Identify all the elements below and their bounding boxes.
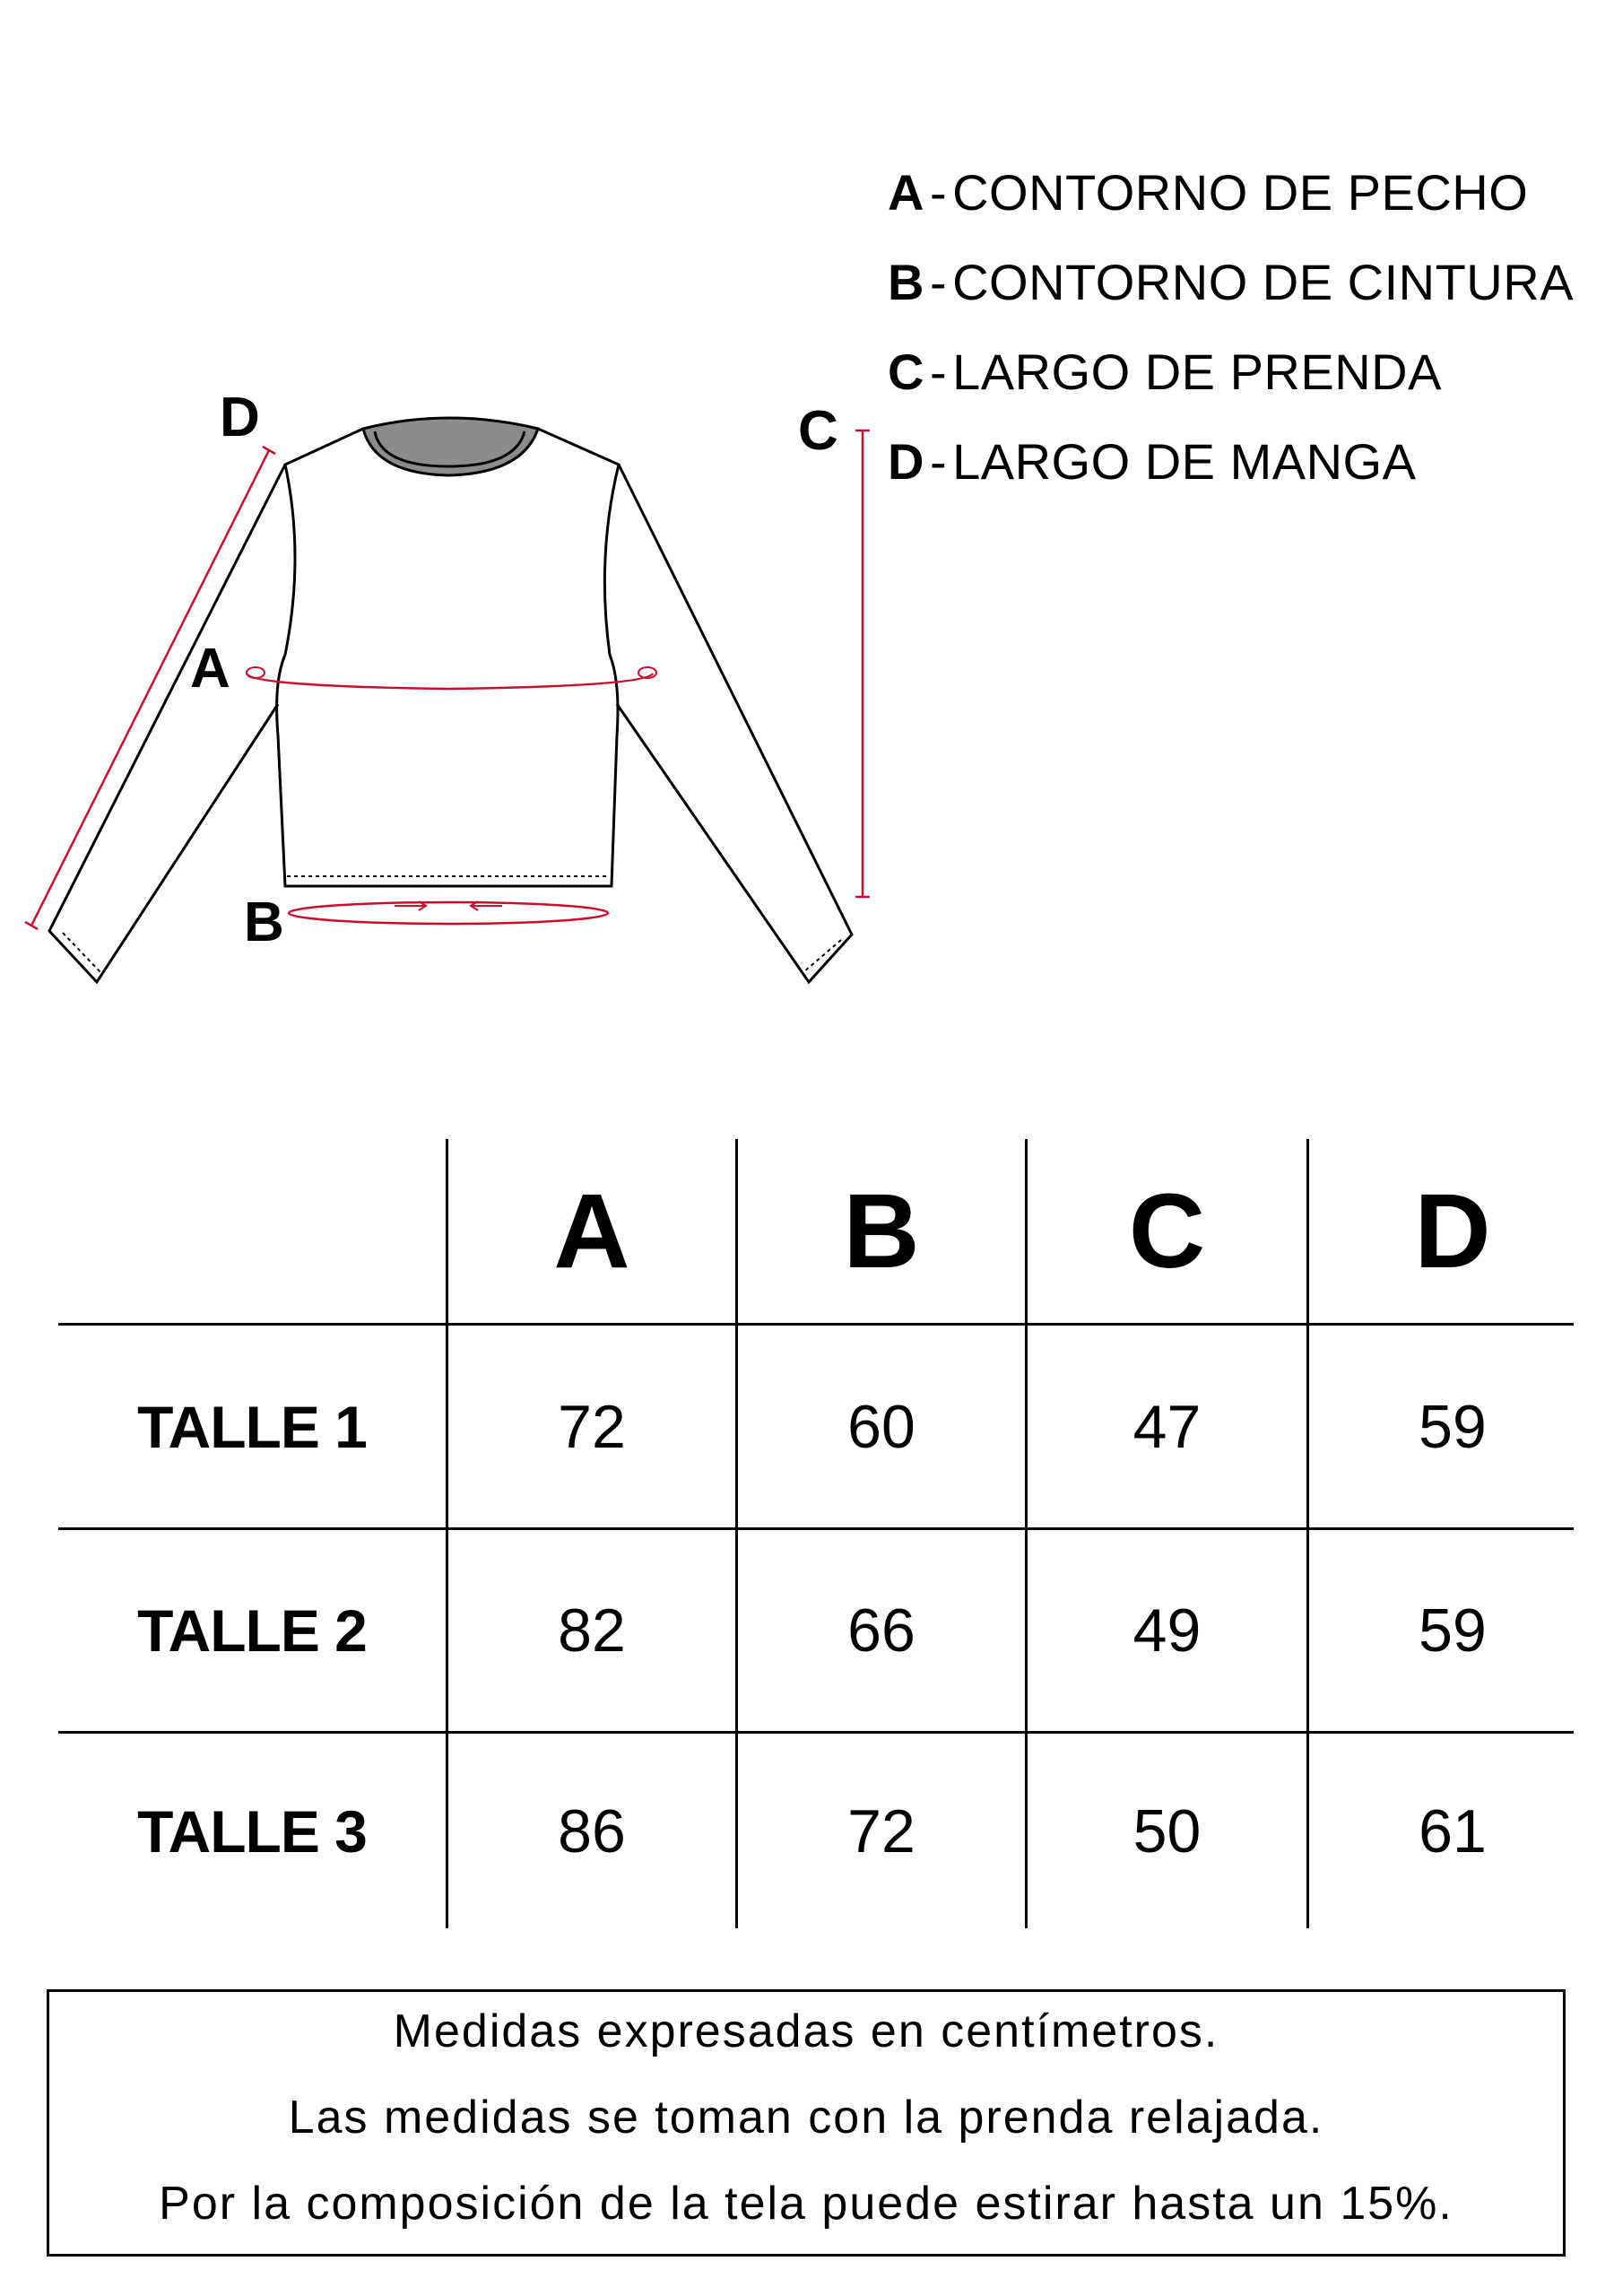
legend-separator: -	[929, 254, 948, 310]
row-label-talle-3: TALLE 3	[137, 1797, 367, 1865]
note-units: Medidas expresadas en centímetros.	[393, 2005, 1219, 2057]
chest-measure-arrow-left	[247, 667, 265, 678]
row-label-talle-1: TALLE 1	[137, 1393, 367, 1460]
table-cell: 49	[1132, 1596, 1202, 1665]
waist-measure-ellipse	[289, 902, 608, 924]
column-header-a: A	[553, 1171, 630, 1291]
table-cell: 47	[1132, 1392, 1202, 1461]
sleeve-measure-line	[25, 447, 275, 929]
legend-text: LARGO DE PRENDA	[952, 344, 1442, 400]
legend-text: CONTORNO DE CINTURA	[952, 254, 1575, 310]
size-table	[0, 1139, 1614, 1928]
table-cell: 61	[1419, 1796, 1487, 1866]
diagram-label-d: D	[220, 387, 260, 448]
sweater-body-outline	[277, 429, 619, 886]
diagram-label-a: A	[190, 638, 230, 700]
notes-box	[47, 1989, 1566, 2257]
measurement-legend	[888, 148, 1574, 507]
legend-item-d	[888, 417, 1574, 507]
column-header-b: B	[843, 1171, 920, 1291]
legend-text: LARGO DE MANGA	[952, 433, 1417, 490]
table-cell: 50	[1132, 1796, 1202, 1866]
legend-item-b	[888, 238, 1574, 327]
diagram-label-b: B	[244, 891, 284, 953]
column-header-c: C	[1128, 1171, 1206, 1291]
table-cell: 82	[558, 1596, 626, 1665]
table-cell: 66	[847, 1596, 915, 1665]
note-relaxed: Las medidas se toman con la prenda relajada.	[288, 2092, 1324, 2144]
row-label-talle-2: TALLE 2	[137, 1597, 367, 1664]
note-stretch: Por la composición de la tela puede estirar hasta un 15%.	[159, 2178, 1453, 2230]
column-header-d: D	[1414, 1171, 1491, 1291]
table-cell: 60	[847, 1392, 915, 1461]
table-cell: 59	[1419, 1596, 1487, 1665]
legend-separator: -	[929, 433, 948, 490]
legend-key: A	[888, 164, 924, 221]
table-cell: 72	[847, 1796, 915, 1866]
length-measure-line	[855, 430, 870, 897]
chest-measure-line	[247, 674, 653, 689]
garment-diagram	[0, 341, 941, 1022]
diagram-label-c: C	[798, 400, 838, 462]
legend-key: B	[888, 254, 924, 310]
table-cell: 59	[1419, 1392, 1487, 1461]
legend-separator: -	[929, 344, 948, 400]
table-cell: 72	[558, 1392, 626, 1461]
legend-item-a	[888, 148, 1574, 238]
legend-separator: -	[929, 164, 948, 221]
right-sleeve-outline	[617, 465, 852, 982]
legend-item-c	[888, 327, 1574, 417]
legend-text: CONTORNO DE PECHO	[952, 164, 1529, 221]
legend-key: C	[888, 344, 924, 400]
table-cell: 86	[558, 1796, 626, 1866]
legend-key: D	[888, 433, 924, 490]
